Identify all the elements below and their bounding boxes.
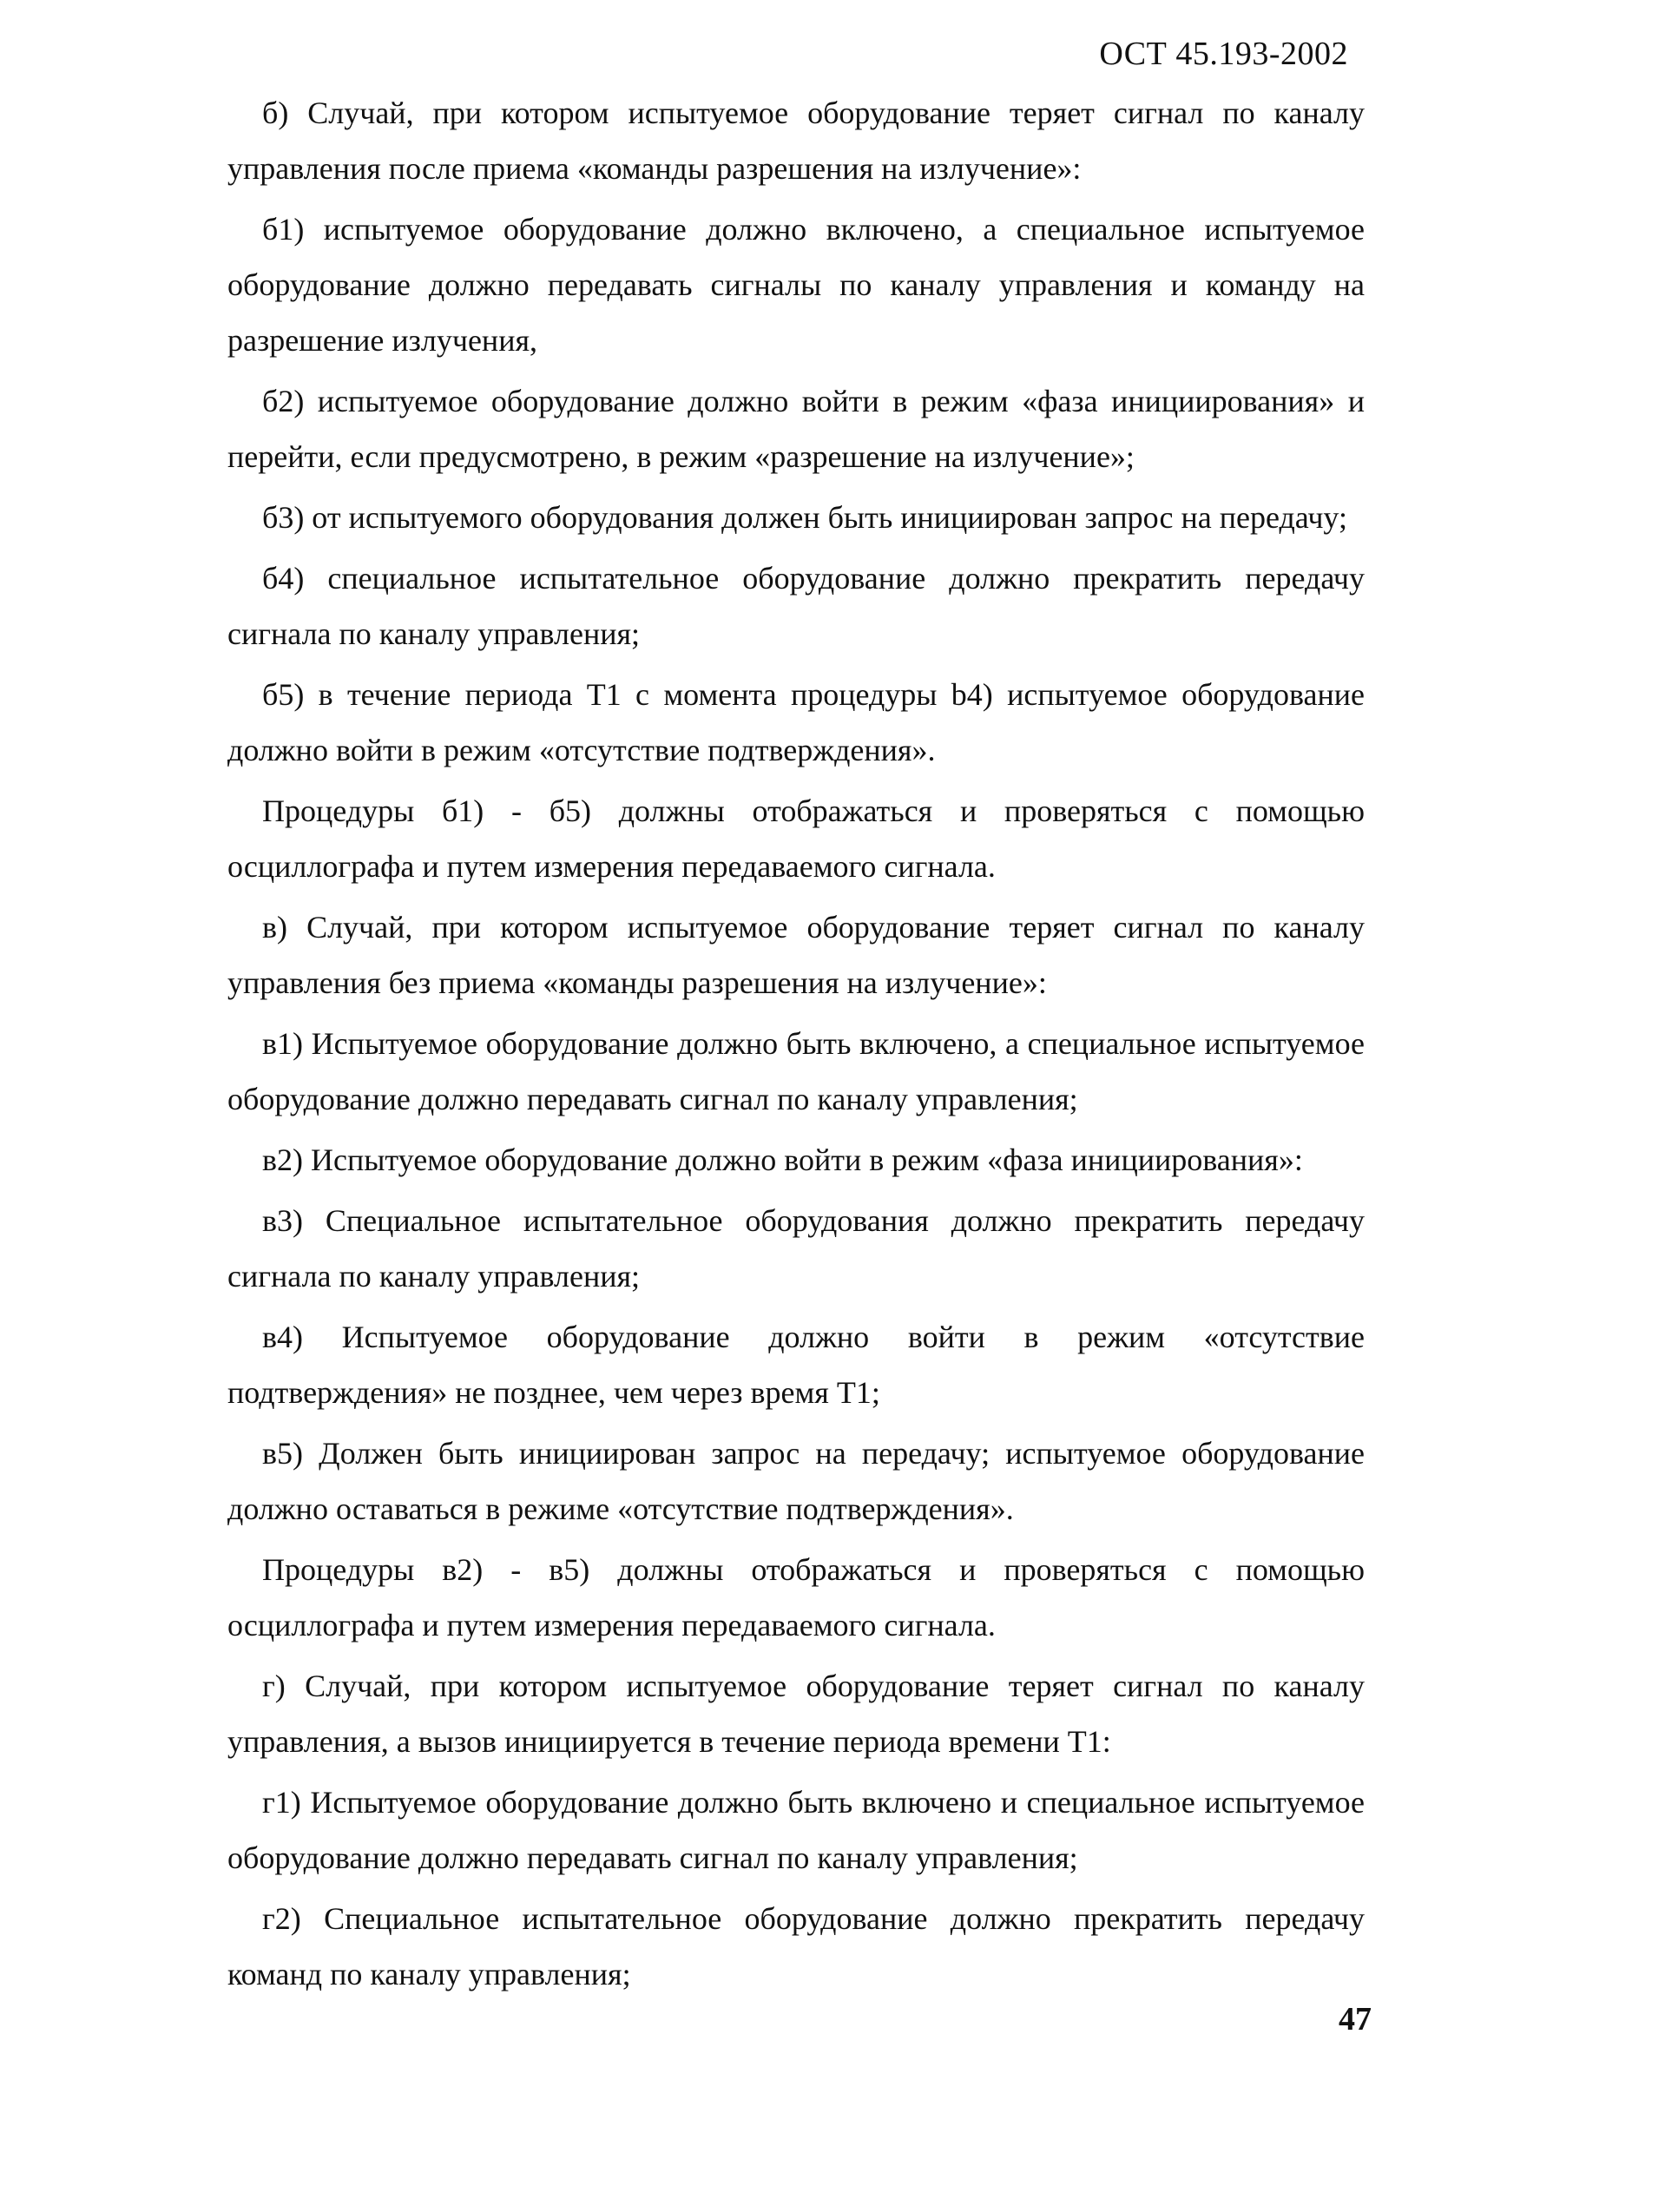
paragraph-b-case: б) Случай, при котором испытуемое оборудование теряет сигнал по каналу управления после приема «команды разрешения на излучение»: — [227, 95, 1365, 186]
paragraph-v1: в1) Испытуемое оборудование должно быть включено, а специальное испытуемое оборудование должно передавать сигнал по каналу управления; — [227, 1026, 1365, 1116]
paragraph-g-case: г) Случай, при котором испытуемое оборудование теряет сигнал по каналу управления, а вызов инициируется в течение периода времени T1: — [227, 1669, 1365, 1759]
paragraph-v5: в5) Должен быть инициирован запрос на передачу; испытуемое оборудование должно оставаться в режиме «отсутствие подтверждения». — [227, 1436, 1365, 1526]
paragraph-b2: б2) испытуемое оборудование должно войти в режим «фаза инициирования» и перейти, если предусмотрено, в режим «разрешение на излучение»; — [227, 384, 1365, 474]
paragraph-g2: г2) Специальное испытательное оборудование должно прекратить передачу команд по каналу управления; — [227, 1901, 1365, 1991]
paragraph-b-procedures: Процедуры б1) - б5) должны отображаться и проверяться с помощью осциллографа и путем измерения передаваемого сигнала. — [227, 793, 1365, 884]
paragraph-v3: в3) Специальное испытательное оборудования должно прекратить передачу сигнала по каналу управления; — [227, 1203, 1365, 1294]
document-code-header: ОСТ 45.193-2002 — [1099, 36, 1348, 72]
paragraph-b5: б5) в течение периода T1 с момента процедуры b4) испытуемое оборудование должно войти в режим «отсутствие подтверждения». — [227, 677, 1365, 767]
paragraph-v2: в2) Испытуемое оборудование должно войти в режим «фаза инициирования»: — [262, 1142, 1303, 1177]
page-number: 47 — [1339, 2001, 1372, 2038]
paragraph-v4: в4) Испытуемое оборудование должно войти в режим «отсутствие подтверждения» не позднее, чем через время T1; — [227, 1320, 1365, 1410]
document-body — [227, 85, 1365, 2007]
paragraph-b4: б4) специальное испытательное оборудование должно прекратить передачу сигнала по каналу управления; — [227, 561, 1365, 651]
paragraph-v-procedures: Процедуры в2) - в5) должны отображаться и проверяться с помощью осциллографа и путем измерения передаваемого сигнала. — [227, 1552, 1365, 1643]
paragraph-b1: б1) испытуемое оборудование должно включено, а специальное испытуемое оборудование должно передавать сигналы по каналу управления и команду на разрешение излучения, — [227, 212, 1365, 358]
paragraph-g1: г1) Испытуемое оборудование должно быть включено и специальное испытуемое оборудование должно передавать сигнал по каналу управления; — [227, 1785, 1365, 1875]
paragraph-v-case: в) Случай, при котором испытуемое оборудование теряет сигнал по каналу управления без приема «команды разрешения на излучение»: — [227, 910, 1365, 1000]
paragraph-b3: б3) от испытуемого оборудования должен быть инициирован запрос на передачу; — [262, 500, 1347, 535]
